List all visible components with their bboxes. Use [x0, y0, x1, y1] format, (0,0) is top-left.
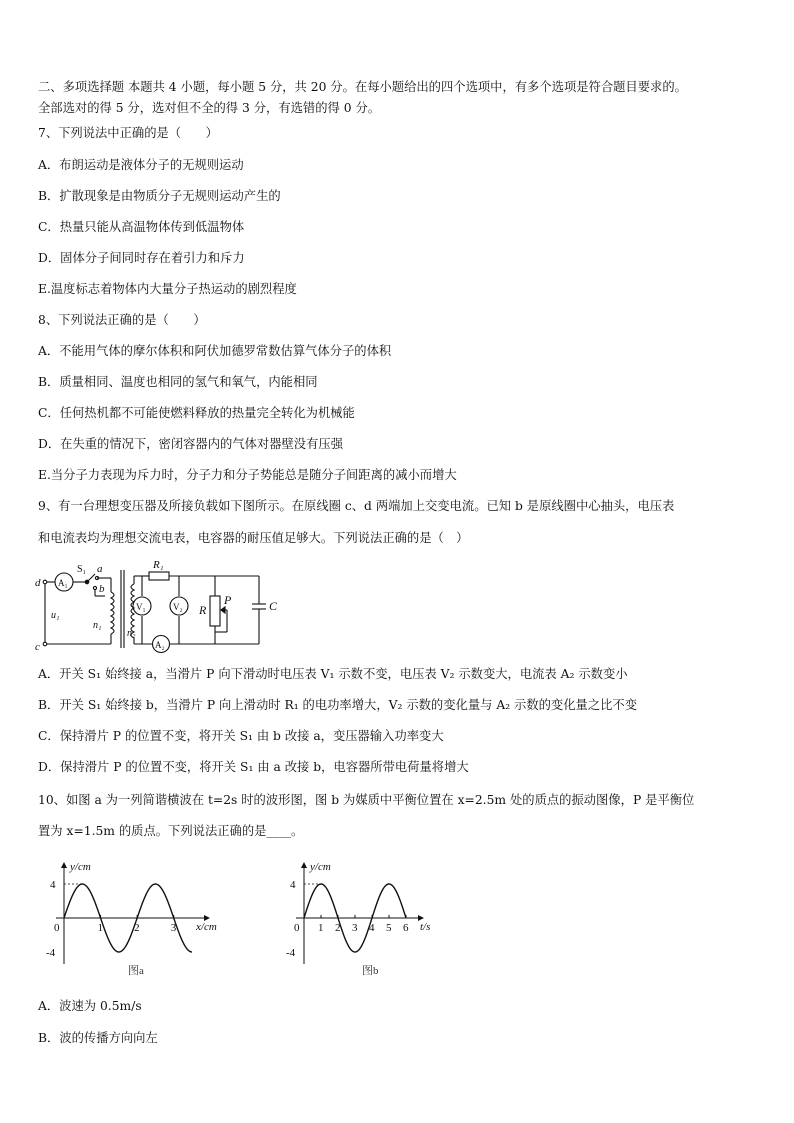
q9-option-c: C．保持滑片 P 的位置不变，将开关 S₁ 由 b 改接 a，变压器输入功率变大 — [38, 729, 444, 743]
label-a: a — [97, 563, 103, 575]
q8-stem: 8、下列说法正确的是（ ） — [38, 313, 206, 327]
x-tick-label: 1 — [97, 922, 104, 934]
x-tick-label: 4 — [369, 922, 375, 934]
q9-stem-line2: 和电流表均为理想交流电表，电容器的耐压值足够大。下列说法正确的是（ ） — [38, 531, 469, 545]
section-header-line1: 二、多项选择题 本题共 4 小题，每小题 5 分，共 20 分。在每小题给出的四个选项中，有多个选项是符合题目要求的。 — [38, 80, 687, 94]
y-tick-label: 4 — [290, 879, 296, 891]
label-s1: S₁ — [77, 564, 87, 575]
q8-option-c: C．任何热机都不可能使燃料释放的热量完全转化为机械能 — [38, 406, 355, 420]
q8-option-d: D．在失重的情况下，密闭容器内的气体对器壁没有压强 — [38, 437, 343, 451]
x-tick-label: 3 — [170, 922, 177, 934]
q7-option-b: B．扩散现象是由物质分子无规则运动产生的 — [38, 189, 281, 203]
y-axis-label: y/cm — [310, 861, 331, 873]
y-tick-label: -4 — [286, 947, 296, 959]
x-tick-label: 2 — [134, 922, 140, 934]
label-v1: V₁ — [136, 602, 146, 612]
label-n1: n₁ — [93, 620, 102, 631]
x-tick-label: 3 — [352, 922, 358, 934]
x-tick-label: 6 — [403, 922, 409, 934]
x-tick-label: 2 — [335, 922, 341, 934]
figure-caption: 图b — [362, 965, 379, 977]
q10-option-b: B．波的传播方向向左 — [38, 1031, 158, 1045]
y-tick-label: -4 — [46, 947, 56, 959]
q8-option-e: E.当分子力表现为斥力时，分子力和分子势能总是随分子间距离的减小而增大 — [38, 468, 457, 482]
label-n2: n₂ — [127, 628, 136, 639]
label-r1: R₁ — [153, 559, 164, 571]
q9-stem-line1: 9、有一台理想变压器及所接负载如下图所示。在原线圈 c、d 两端加上交变电流。已知 b 是原线圈中心抽头，电压表 — [38, 499, 675, 513]
primary-coil — [111, 592, 114, 634]
label-u1: u₁ — [51, 610, 60, 621]
section-header-line2: 全部选对的得 5 分，选对但不全的得 3 分，有选错的得 0 分。 — [38, 101, 381, 115]
vibration-graph-b — [280, 850, 450, 980]
x-tick-label: 1 — [318, 922, 324, 934]
label-d: d — [35, 577, 41, 589]
y-tick-label: 4 — [50, 879, 56, 891]
q7-option-c: C．热量只能从高温物体传到低温物体 — [38, 220, 245, 234]
figure-caption: 图a — [128, 965, 144, 977]
y-axis-arrow — [301, 862, 307, 868]
label-a1: A₁ — [58, 578, 68, 588]
q10-stem-line1: 10、如图 a 为一列简谐横波在 t=2s 时的波形图，图 b 为媒质中平衡位置在 x=2.5m 处的质点的振动图像，P 是平衡位 — [38, 793, 695, 807]
y-axis-arrow — [61, 862, 67, 868]
q7-option-e: E.温度标志着物体内大量分子热运动的剧烈程度 — [38, 282, 297, 296]
label-v2: V₂ — [173, 602, 183, 612]
label-r: R — [199, 603, 207, 617]
wave-graph-a — [42, 850, 242, 980]
q8-option-a: A．不能用气体的摩尔体积和阿伏加德罗常数估算气体分子的体积 — [38, 344, 392, 358]
label-b: b — [99, 583, 105, 595]
q9-option-b: B．开关 S₁ 始终接 b，当滑片 P 向上滑动时 R₁ 的电功率增大，V₂ 示数的变化量与 A₂ 示数的变化量之比不变 — [38, 698, 638, 712]
q10-option-a: A．波速为 0.5m/s — [38, 999, 142, 1013]
q9-circuit-diagram — [33, 556, 283, 656]
label-p: P — [224, 593, 232, 607]
q8-option-b: B．质量相同、温度也相同的氢气和氧气，内能相同 — [38, 375, 318, 389]
resistor-r — [210, 596, 220, 626]
switch-s1 — [87, 574, 95, 582]
x-axis-label: x/cm — [196, 921, 217, 933]
q9-option-d: D．保持滑片 P 的位置不变，将开关 S₁ 由 a 改接 b，电容器所带电荷量将增大 — [38, 760, 469, 774]
q10-stem-line2: 置为 x=1.5m 的质点。下列说法正确的是____。 — [38, 824, 304, 838]
label-a2: A₂ — [155, 640, 165, 650]
x-tick-label: 0 — [294, 922, 300, 934]
label-cap: C — [269, 599, 278, 613]
x-axis-label: t/s — [420, 921, 431, 933]
x-tick-label: 0 — [54, 922, 60, 934]
q9-option-a: A．开关 S₁ 始终接 a，当滑片 P 向下滑动时电压表 V₁ 示数不变，电压表 V₂ 示数变大，电流表 A₂ 示数变小 — [38, 667, 628, 681]
label-c: c — [35, 641, 40, 653]
x-tick-label: 5 — [386, 922, 392, 934]
q7-stem: 7、下列说法中正确的是（ ） — [38, 126, 218, 140]
y-axis-label: y/cm — [70, 861, 91, 873]
q7-option-d: D．固体分子间同时存在着引力和斥力 — [38, 251, 245, 265]
resistor-r1 — [149, 572, 169, 580]
q7-option-a: A．布朗运动是液体分子的无规则运动 — [38, 158, 244, 172]
